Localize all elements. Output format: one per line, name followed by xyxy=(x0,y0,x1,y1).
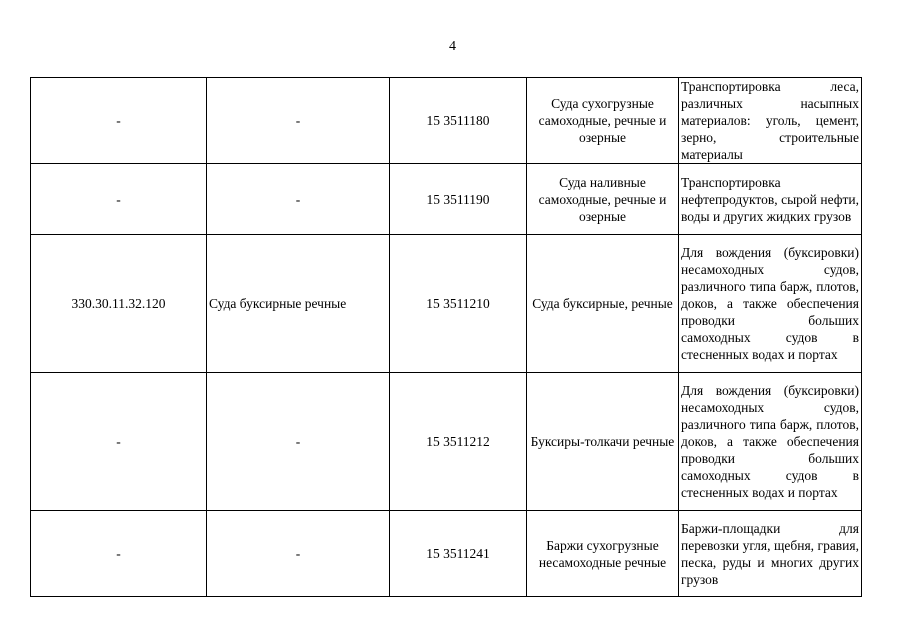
description-cell: Транспортировка леса, различных насыпных материалов: уголь, цемент, зерно, строительные материалы xyxy=(679,78,862,164)
description-cell: Транспортировка нефтепродуктов, сырой нефти, воды и других жидких грузов xyxy=(679,164,862,235)
description-cell: Для вождения (буксировки) несамоходных судов, различного типа барж, плотов, доков, а также обеспечения проводки больших самоходных судов в стесненных водах и портах xyxy=(679,235,862,373)
okof-code-cell: 15 3511190 xyxy=(390,164,527,235)
okof-code-cell: 15 3511180 xyxy=(390,78,527,164)
page-number: 4 xyxy=(449,39,456,54)
table-row xyxy=(31,235,862,373)
okof-name-cell: Буксиры-толкачи речные xyxy=(527,373,679,511)
okpd-name-cell: - xyxy=(207,373,390,511)
okpd-code-cell: - xyxy=(31,373,207,511)
okpd-code-cell: - xyxy=(31,511,207,597)
description-cell: Баржи-площадки для перевозки угля, щебня, гравия, песка, руды и многих других грузов xyxy=(679,511,862,597)
okpd-name-cell: - xyxy=(207,78,390,164)
okof-name-cell: Суда буксирные, речные xyxy=(527,235,679,373)
okof-code-cell: 15 3511212 xyxy=(390,373,527,511)
table-row xyxy=(31,511,862,597)
table-row xyxy=(31,373,862,511)
okof-name-cell: Суда сухогрузные самоходные, речные и озерные xyxy=(527,78,679,164)
okof-name-cell: Суда наливные самоходные, речные и озерные xyxy=(527,164,679,235)
okpd-name-cell: - xyxy=(207,164,390,235)
okof-code-cell: 15 3511210 xyxy=(390,235,527,373)
table-row xyxy=(31,78,862,164)
okof-name-cell: Баржи сухогрузные несамоходные речные xyxy=(527,511,679,597)
classification-table xyxy=(30,77,862,597)
okpd-code-cell: - xyxy=(31,78,207,164)
description-cell: Для вождения (буксировки) несамоходных судов, различного типа барж, плотов, доков, а также обеспечения проводки больших самоходных судов в стесненных водах и портах xyxy=(679,373,862,511)
okpd-name-cell: - xyxy=(207,511,390,597)
okpd-name-cell: Суда буксирные речные xyxy=(207,235,390,373)
okof-code-cell: 15 3511241 xyxy=(390,511,527,597)
okpd-code-cell: - xyxy=(31,164,207,235)
table-row xyxy=(31,164,862,235)
okpd-code-cell: 330.30.11.32.120 xyxy=(31,235,207,373)
